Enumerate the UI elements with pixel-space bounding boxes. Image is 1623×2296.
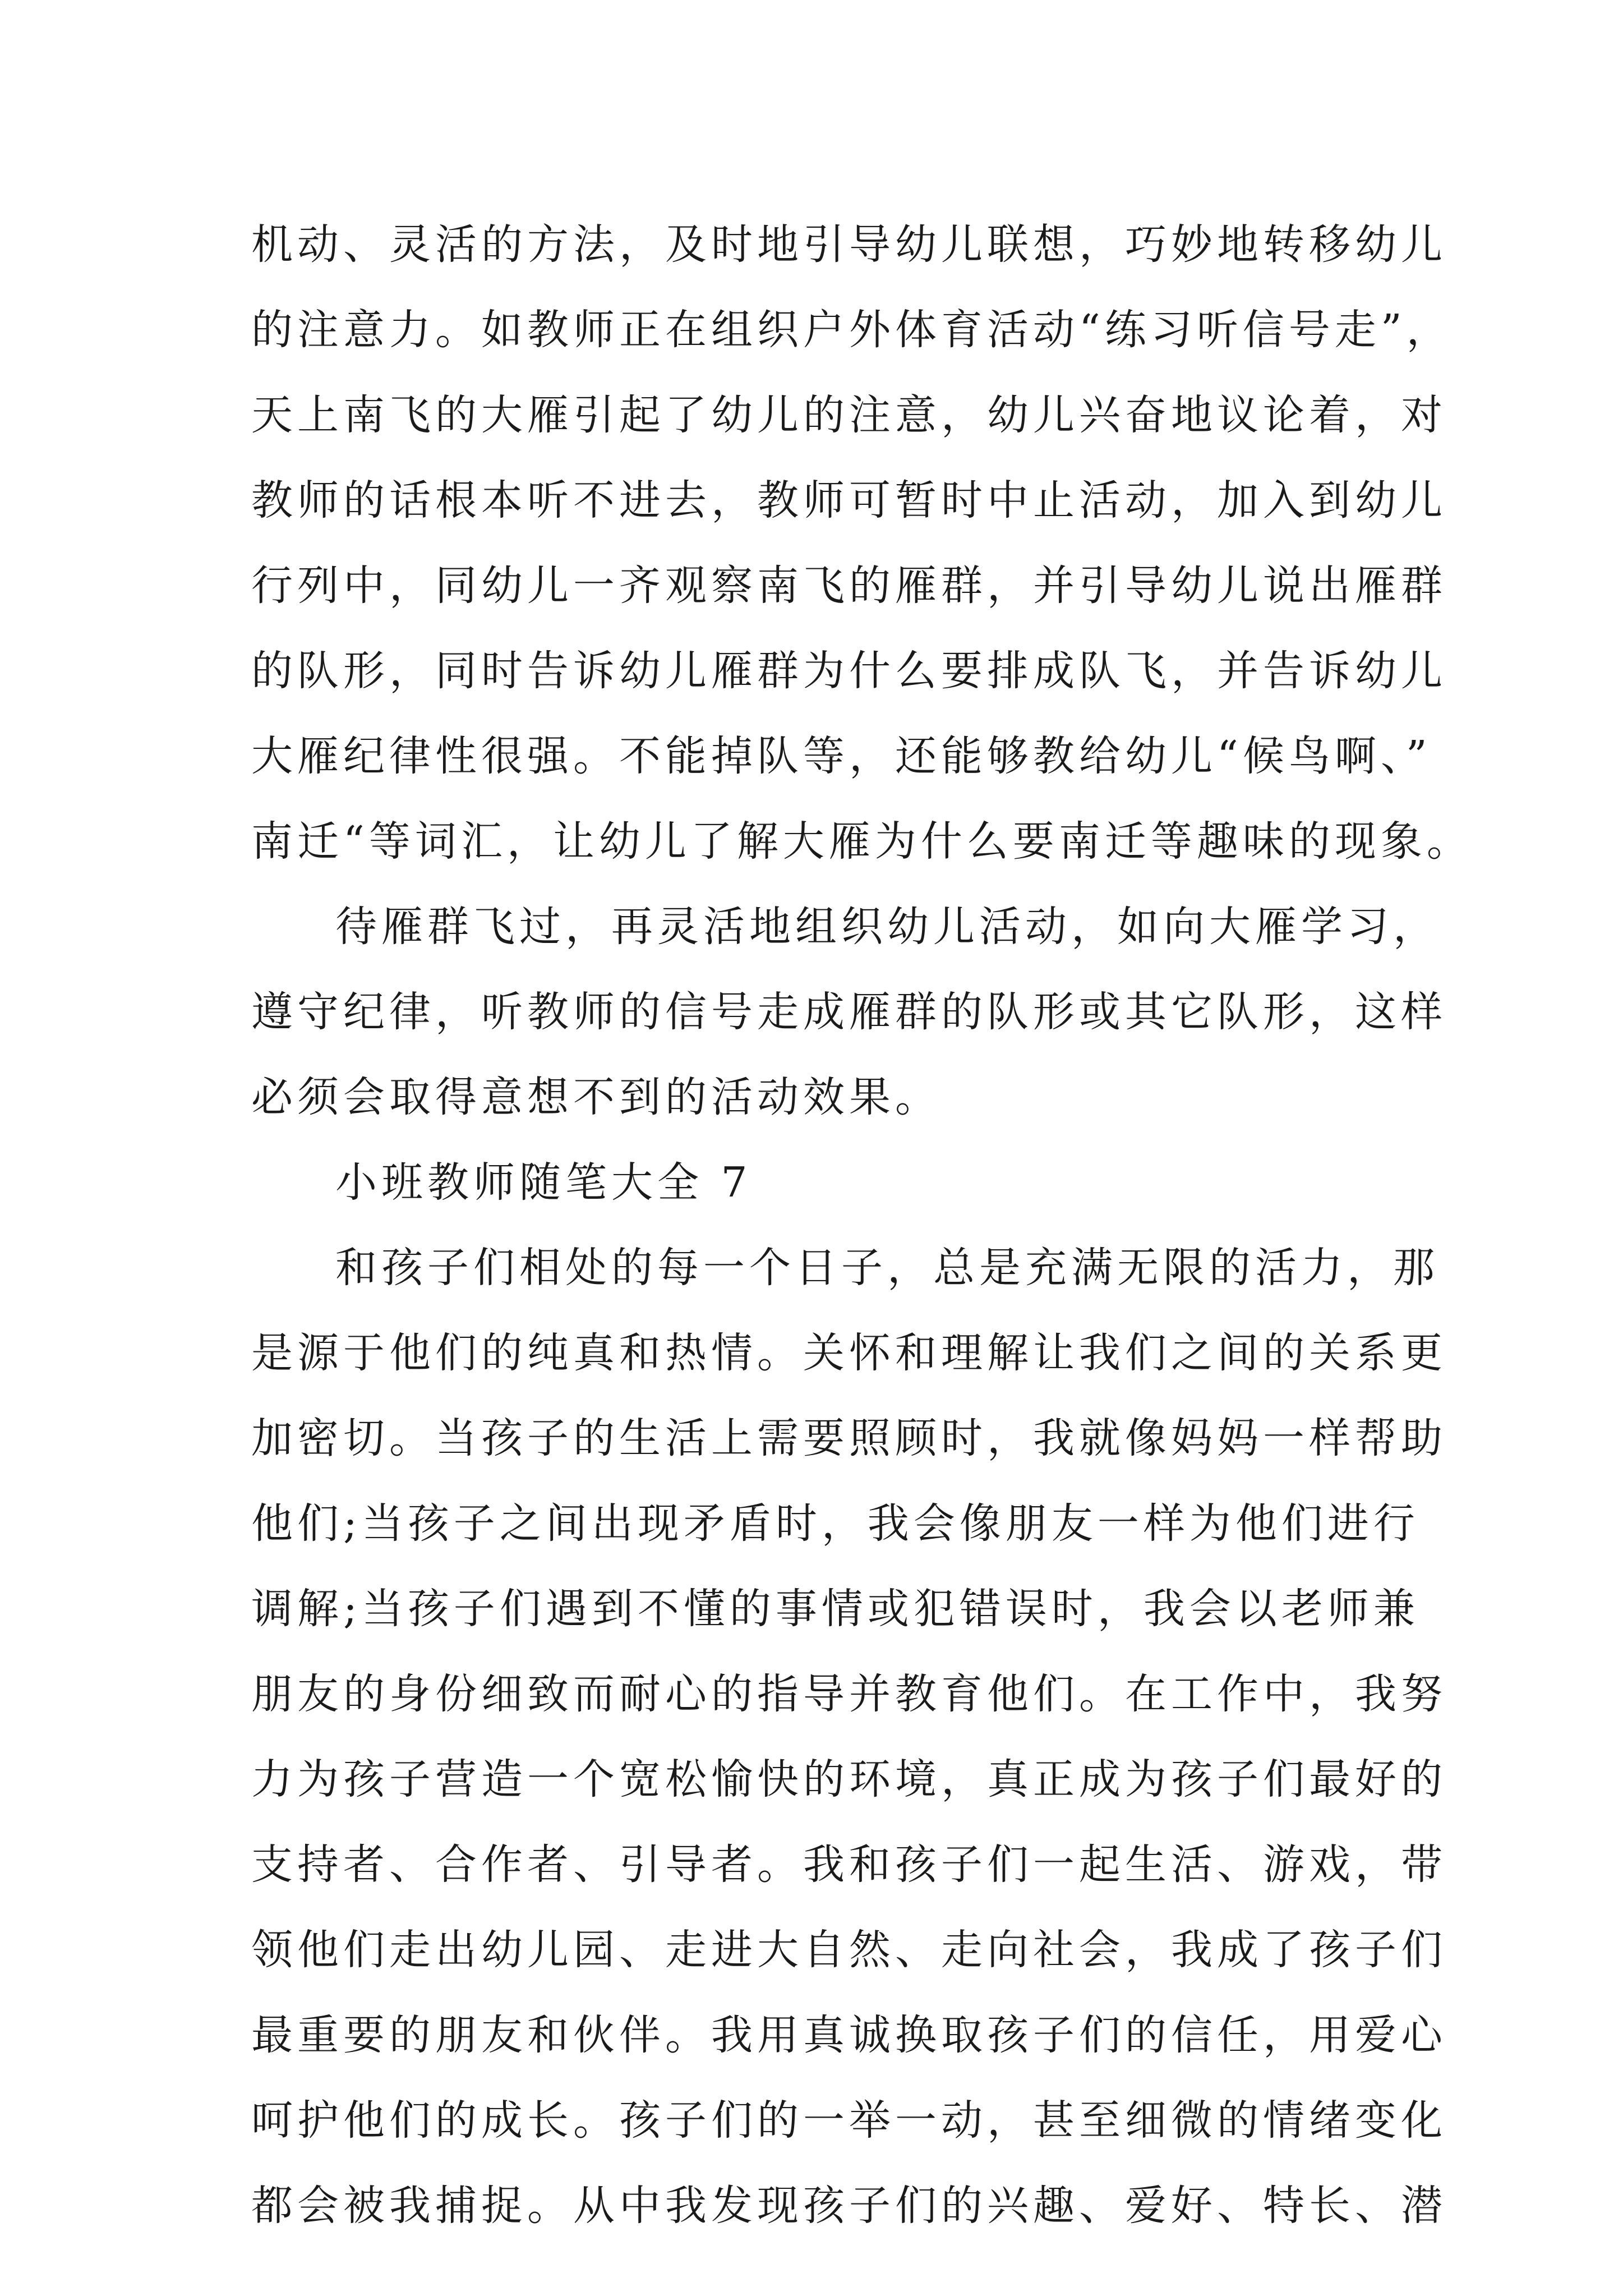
text-line: 调解;当孩子们遇到不懂的事情或犯错误时，我会以老师兼	[251, 1585, 1419, 1633]
text-line: 最重要的朋友和伙伴。我用真诚换取孩子们的信任，用爱心	[251, 2011, 1447, 2059]
text-line: 朋友的身份细致而耐心的指导并教育他们。在工作中，我努	[251, 1670, 1447, 1718]
text-line: 是源于他们的纯真和热情。关怀和理解让我们之间的关系更	[251, 1329, 1447, 1377]
text-line: 他们;当孩子之间出现矛盾时，我会像朋友一样为他们进行	[251, 1499, 1419, 1548]
text-line: 呵护他们的成长。孩子们的一举一动，甚至细微的情绪变化	[251, 2096, 1447, 2145]
text-line: 南迁“等词汇，让幼儿了解大雁为什么要南迁等趣味的现象。	[251, 817, 1473, 866]
section-title: 小班教师随笔大全 7	[335, 1158, 752, 1207]
text-line: 力为孩子营造一个宽松愉快的环境，真正成为孩子们最好的	[251, 1755, 1447, 1803]
text-line: 待雁群飞过，再灵活地组织幼儿活动，如向大雁学习，	[335, 903, 1439, 951]
text-line: 教师的话根本听不进去，教师可暂时中止活动，加入到幼儿	[251, 476, 1447, 524]
document-body	[251, 202, 1473, 2248]
text-line: 天上南飞的大雁引起了幼儿的注意，幼儿兴奋地议论着，对	[251, 391, 1447, 439]
paragraph-2	[251, 884, 1447, 1140]
text-line: 领他们走出幼儿园、走进大自然、走向社会，我成了孩子们	[251, 1926, 1447, 1974]
text-line: 的注意力。如教师正在组织户外体育活动“练习听信号走”，	[251, 306, 1453, 354]
text-line: 的队形，同时告诉幼儿雁群为什么要排成队飞，并告诉幼儿	[251, 647, 1447, 695]
text-line: 行列中，同幼儿一齐观察南飞的雁群，并引导幼儿说出雁群	[251, 562, 1447, 610]
text-line: 遵守纪律，听教师的信号走成雁群的队形或其它队形，这样	[251, 988, 1447, 1036]
text-line: 支持者、合作者、引导者。我和孩子们一起生活、游戏，带	[251, 1841, 1447, 1889]
paragraph-1	[251, 202, 1473, 884]
text-line: 加密切。当孩子的生活上需要照顾时，我就像妈妈一样帮助	[251, 1414, 1447, 1462]
text-line: 大雁纪律性很强。不能掉队等，还能够教给幼儿“候鸟啊、”	[251, 732, 1432, 780]
text-line: 机动、灵活的方法，及时地引导幼儿联想，巧妙地转移幼儿	[251, 220, 1447, 269]
text-line: 都会被我捕捉。从中我发现孩子们的兴趣、爱好、特长、潜	[251, 2182, 1447, 2230]
text-line: 和孩子们相处的每一个日子，总是充满无限的活力，那	[335, 1244, 1439, 1292]
text-line: 必须会取得意想不到的活动效果。	[251, 1073, 941, 1121]
paragraph-3	[251, 1225, 1447, 2248]
